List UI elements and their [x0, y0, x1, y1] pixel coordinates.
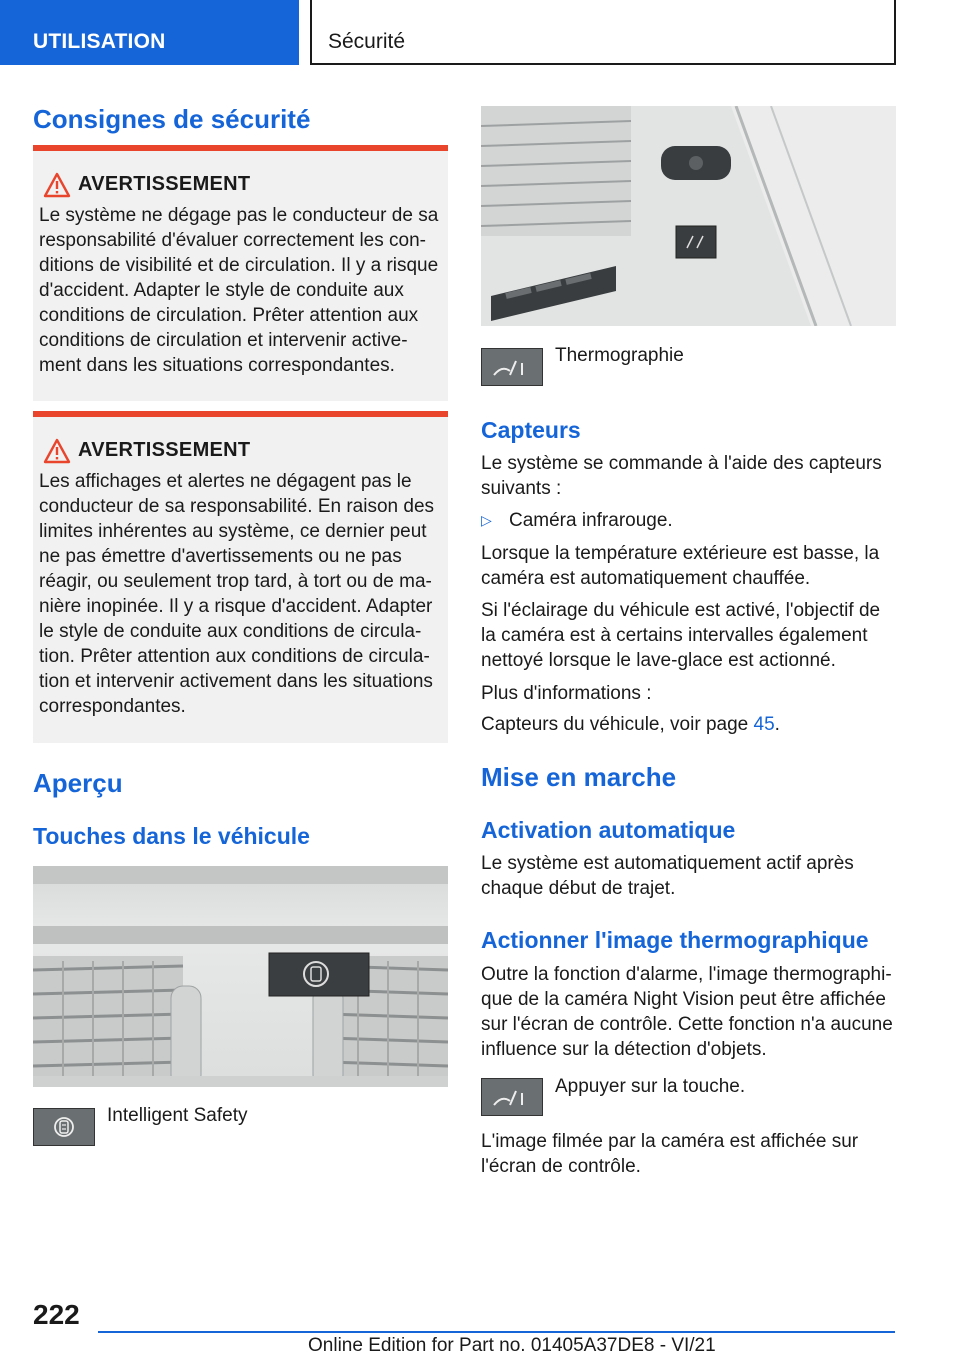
- dashboard-buttons-photo: [33, 866, 448, 1087]
- final-text: L'image filmée par la caméra est affichée sur l'écran de contrôle.: [481, 1131, 859, 1177]
- bullet-triangle-icon: ▷: [481, 512, 492, 528]
- page-reference: Capteurs du véhicule, voir page 45.: [481, 714, 780, 735]
- chapter-title: Sécurité: [328, 30, 406, 53]
- footer-divider: [98, 1331, 895, 1333]
- warning-title: AVERTISSEMENT: [78, 173, 251, 195]
- press-caption: Appuyer sur la touche.: [555, 1076, 746, 1097]
- button-caption: Intelligent Safety: [107, 1105, 248, 1126]
- page-title: Consignes de sécurité: [33, 104, 311, 134]
- page-number: 222: [33, 1299, 80, 1330]
- thermo-caption: Thermographie: [555, 345, 684, 366]
- activate-thermal-text: Outre la fonction d'alarme, l'image thermographi‐ que de la caméra Night Vision peut être affichée sur l'écran de contrôle. Cette fonction n'a aucune influence sur la détection d'objets.: [481, 964, 893, 1060]
- sensors-intro: Le système se commande à l'aide des capteurs suivants :: [481, 453, 882, 499]
- warning-box-1: [33, 145, 448, 401]
- warning-icon: [43, 437, 71, 465]
- warning-text: Le système ne dégage pas le conducteur de sa responsabilité d'évaluer correctement les con‐ ditions de visibilité et de circulation. Il y a risque d'accident. Adapter le style de conduite aux conditions de circulation. Prêter attention aux conditions de circulation et intervenir active‐ ment dans les situations correspondantes.: [39, 205, 439, 376]
- thermography-button-icon-2: [481, 1078, 543, 1116]
- warning-box-2: [33, 411, 448, 743]
- thermography-button-photo: [481, 106, 896, 326]
- chapter-header: [310, 0, 896, 65]
- warning-title: AVERTISSEMENT: [78, 439, 251, 461]
- start-heading: Mise en marche: [481, 762, 677, 792]
- overview-heading: Aperçu: [33, 768, 123, 798]
- more-info: Plus d'informations :: [481, 683, 652, 704]
- thermography-button-icon: [481, 348, 543, 386]
- edition-text: Online Edition for Part no. 01405A37DE8 - VI/21: [308, 1335, 716, 1356]
- auto-activation-text: Le système est automatiquement actif après chaque début de trajet.: [481, 853, 854, 899]
- page-link[interactable]: 45: [753, 714, 775, 735]
- auto-activation-heading: Activation automatique: [481, 817, 736, 843]
- section-tab: [0, 0, 299, 65]
- buttons-heading: Touches dans le véhicule: [33, 823, 310, 849]
- sensors-paragraph-1: Lorsque la température extérieure est basse, la caméra est automatiquement chauffée.: [481, 543, 880, 589]
- activate-thermal-heading: Actionner l'image thermographique: [481, 927, 869, 953]
- sensors-list-item: ▷ Caméra infrarouge.: [481, 510, 673, 531]
- warning-text: Les affichages et alertes ne dégagent pas le conducteur de sa responsabilité. En raison des limites inhérentes au système, ce dernier peut ne pas émettre d'avertissements ou ne pas réagir, ou seulement trop tard, à tort ou de ma‐ nière inopinée. Il y a risque d'accident. Adapter le style de conduite aux conditions de circula‐ tion. Prêter attention aux conditions de circula‐ tion et intervenir activement dans les situations correspondantes.: [39, 471, 435, 717]
- section-title: UTILISATION: [33, 30, 166, 53]
- sensors-paragraph-2: Si l'éclairage du véhicule est activé, l'objectif de la caméra est à certains intervalles également nettoyé lorsque le lave-glace est actionné.: [481, 600, 881, 671]
- sensors-heading: Capteurs: [481, 417, 581, 443]
- intelligent-safety-button-icon: [33, 1108, 95, 1146]
- warning-icon: [43, 171, 71, 199]
